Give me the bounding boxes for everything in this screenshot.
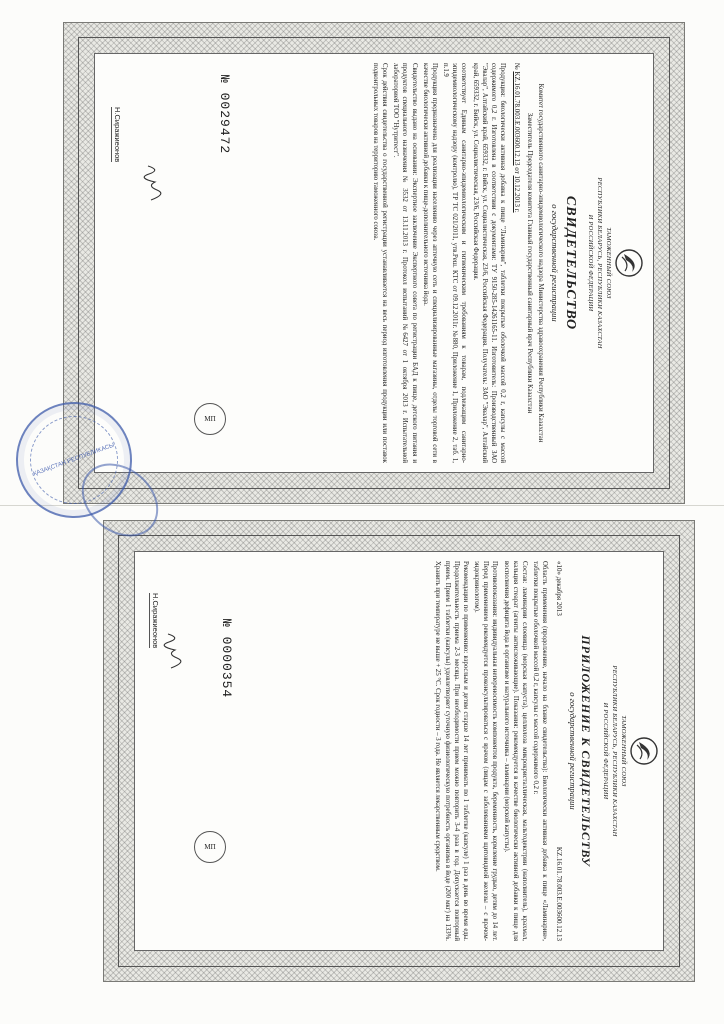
- validity-paragraph: Срок действия свидетельства о государственной регистрации устанавливается на весь период изготовления продукции или поставок подконтрольных товаров на территорию таможенного союза.: [371, 63, 389, 463]
- org-line: РЕСПУБЛИКИ БЕЛАРУСЬ, РЕСПУБЛИКИ КАЗАХСТАН: [611, 665, 619, 837]
- number-label: №: [512, 63, 521, 70]
- usage-paragraph: Продукция предназначена для реализации населению через аптечную сеть и специализированные магазины, отделы торговой сети в качестве биологически активной добавки к пище-дополнительного источника йода.: [421, 63, 438, 463]
- composition-paragraph: Состав: ламинарии слоевища (морская капуста), целлюлоза микрокристаллическая, мальтодекстрин (наполнитель), крахмал, кальция стеарат (агенты антислеживающие). Показания: рекомендуется в качестве биологически активной добавки к пище для восполнения дефицита йода в организме и натурального источника – ламинарии (морской капусты).: [502, 561, 528, 941]
- basis-paragraph: Свидетельство выдано на основании: Экспертное заключение Экспертного совета по регистрации БАД к пище, детского питания и продуктов специального назначения № 3532 от 13.11.2013 г. Протокол испытаний №6427 от 1 октября 2013 г. Испытательной лабораторией ТОО "Нутритест".: [392, 63, 418, 463]
- appendix-date-number-line: [553, 561, 562, 941]
- appendix-sheet: [103, 520, 695, 982]
- official-stamp: ҚАЗАҚСТАН РЕСПУБЛИКАСЫ: [0, 386, 148, 535]
- date-label: от: [512, 167, 521, 174]
- seal-placeholder: МП: [194, 831, 226, 863]
- issuer-line: Комитет государственного санитарно-эпидемиологического надзора Министерства здравоохранения Республики Казахстан: [536, 83, 544, 443]
- signature-icon: [143, 164, 163, 202]
- org-line: ТАМОЖЕННЫЙ СОЮЗ: [620, 715, 627, 787]
- document-subtitle: о государственной регистрации: [568, 692, 579, 810]
- appendix-inner: [134, 551, 664, 951]
- org-line: РЕСПУБЛИКИ БЕЛАРУСЬ, РЕСПУБЛИКИ КАЗАХСТАН: [596, 177, 604, 349]
- registration-number: KZ.16.01.78.003.Е.003600.12.13: [512, 71, 521, 166]
- org-line: ТАМОЖЕННЫЙ СОЮЗ: [605, 227, 612, 299]
- appendix-date: «10» декабря 2013: [554, 561, 563, 616]
- org-line: И РОССИЙСКОЙ ФЕДЕРАЦИИ: [602, 702, 610, 800]
- serial-number: № 0000354: [219, 619, 234, 699]
- registration-date: 10.12.2013 г.: [512, 175, 521, 213]
- issuer-sub: Заместитель Председателя комитета Главный государственный санитарный врач Республики Казахстан: [525, 112, 533, 414]
- document-subtitle: о государственной регистрации: [550, 204, 561, 322]
- registration-number-line: [511, 63, 520, 463]
- appendix-number: KZ.16.01.78.003.Е.003600.12.13: [554, 846, 563, 941]
- serial-number: № 0029472: [217, 75, 232, 155]
- scope-paragraph: Область применения (продолжение, начало на бланке свидетельства): Биологически активная добавка к пище «Ламинарин», таблетки покрытые оболочкой массой 0,2 г, капсулы с массой содержимого 0,2 г.: [532, 561, 549, 941]
- signatory-name: Н.Сиражиеонов: [113, 107, 122, 163]
- product-paragraph: Продукция: биологически активная добавка к пище "Ламинарин", таблетки покрытые оболочкой массой 0,2 г, капсулы с массой содержимого 0,2 г. Изготовлена в соответствии с документами: ТУ 9150-285-14261165-11. Изготовитель: Производственный ЗАО "Эвалар", Алтайский край, 659332, г. Бийск, ул. Социалистическая, 23/6, Российская Федерация. Получатель: ЗАО "Эвалар", Алтайский край, 659332, г. Бийск, ул. Социалистическая, 23/6, Российская Федерация.: [471, 63, 507, 463]
- compliance-paragraph: соответствует Единым санитарно-эпидемиологическим и гигиеническим требованиям к товарам, подлежащим санитарно-эпидемиологическому надзору (контролю), ТР ТС 021/2011, утв.Реш. КТС от 09.12.2011г. №880, Приложение 1, Приложение 2, таб. 1, п.1.9: [442, 63, 468, 463]
- dosage-paragraph: Рекомендации по применению: взрослым и детям старше 14 лет принимать по 1 таблетке (капсуле) 1 раз в день во время еды. Продолжительность приема 2-3 месяца. При необходимости прием можно повторить 3-4 раза в год. Допускается повторный прием. Прием 1 таблетки (капсулы) удовлетворяет суточную физиологическую потребность организма в йоде (200 мкг) на 133%. Хранить при температуре не выше + 25 °С. Срок годности – 3 года. Не является лекарственным средством.: [434, 561, 469, 941]
- certificate-sheet: [63, 22, 685, 504]
- customs-union-emblem-icon: [629, 736, 659, 766]
- certificate-inner: [94, 53, 654, 473]
- customs-union-emblem-icon: [614, 248, 644, 278]
- signatory-name: Н.Сиражиеонов: [151, 593, 160, 649]
- signature-icon: [163, 632, 183, 670]
- org-line: И РОССИЙСКОЙ ФЕДЕРАЦИИ: [587, 214, 595, 312]
- document-title: ПРИЛОЖЕНИЕ К СВИДЕТЕЛЬСТВУ: [579, 635, 594, 867]
- contraindications-paragraph: Противопоказания: индивидуальная непереносимость компонентов продукта, беременность, кормление грудью, детям до 14 лет. Перед применением рекомендуется проконсультироваться с врачом (лицам с заболеваниями щитовидной железы – с врачом-эндокринологом).: [473, 561, 499, 941]
- document-title: СВИДЕТЕЛЬСТВО: [563, 195, 579, 331]
- seal-placeholder: МП: [194, 403, 226, 435]
